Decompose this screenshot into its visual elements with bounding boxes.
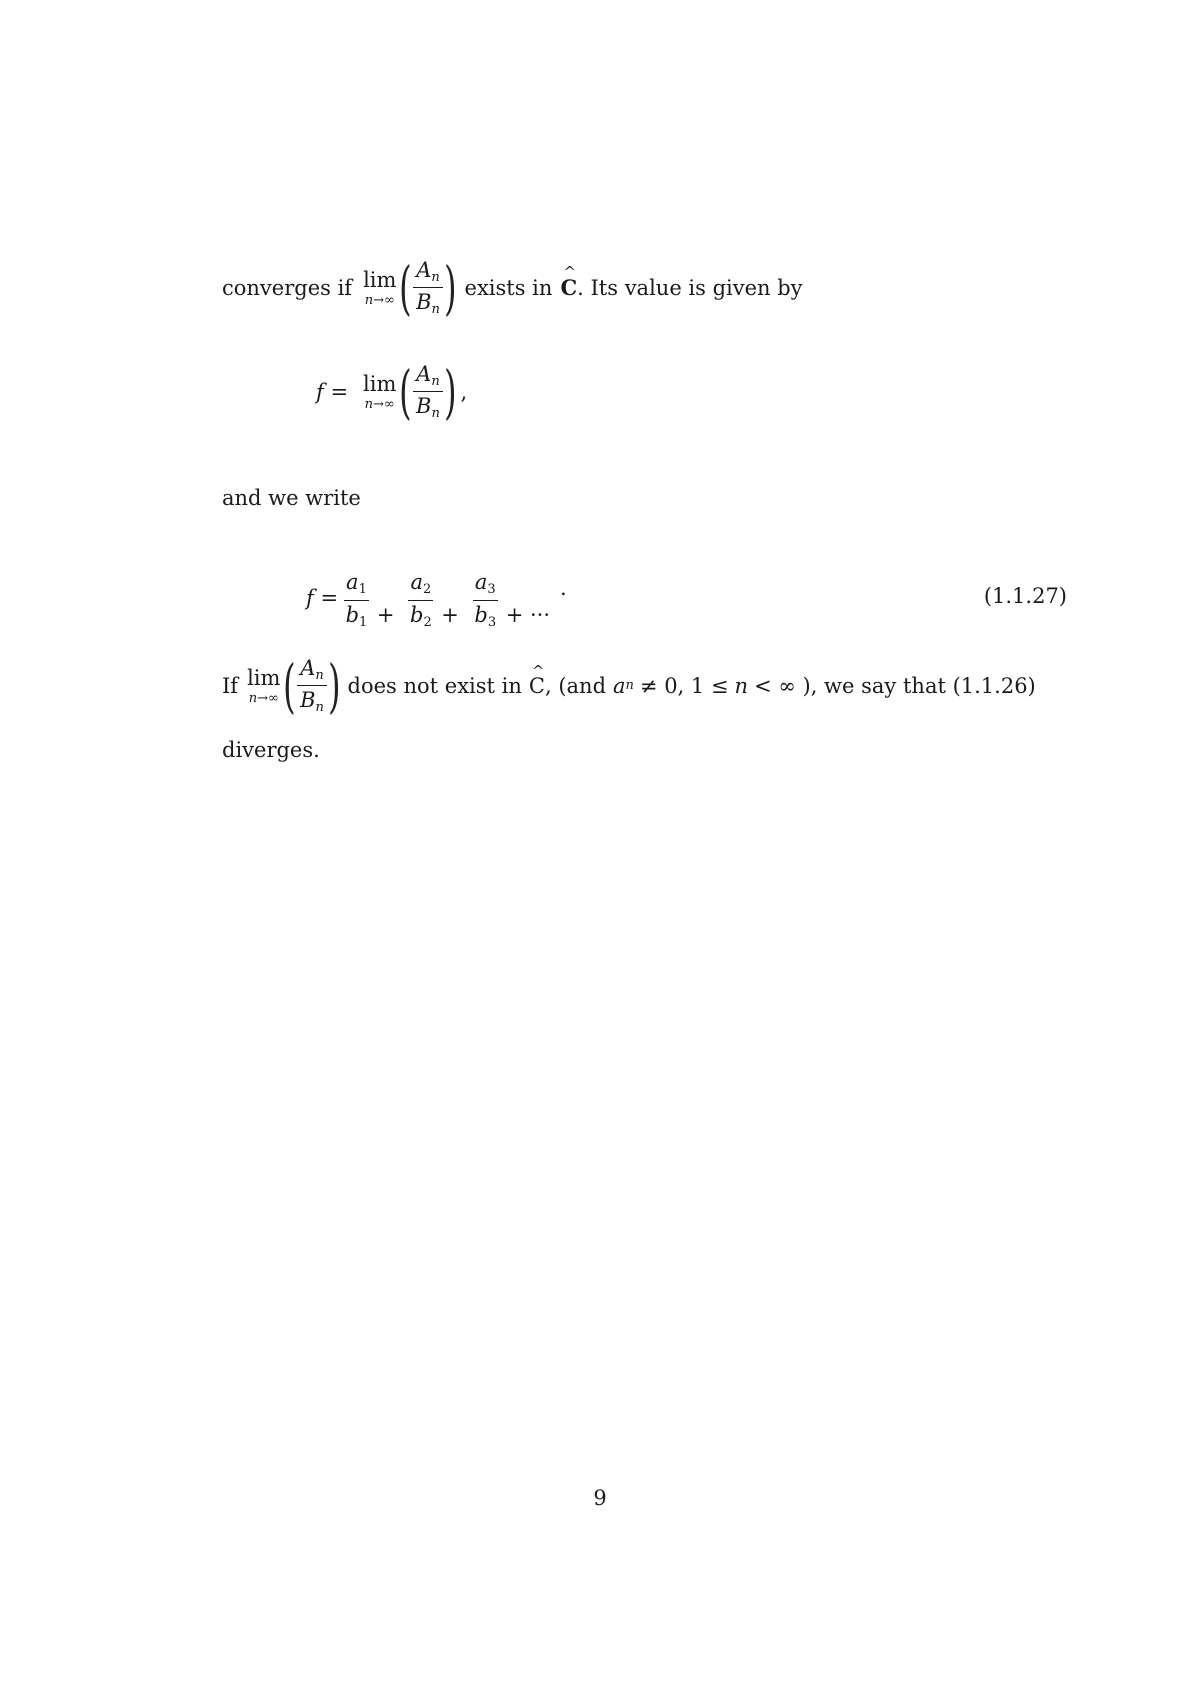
paragraph-diverges-continuation: diverges. — [222, 738, 320, 762]
paragraph-converges — [222, 253, 803, 322]
text-does-not-exist-in: does not exist in — [347, 673, 522, 698]
text-we-say-that: < ∞ ), we say that (1.1.26) — [754, 673, 1036, 698]
cf-lhs: f = — [306, 586, 339, 610]
condition-text: ≠ 0, 1 ≤ — [639, 673, 729, 698]
fraction-an-bn: $\frac{A_n}{B_n}$ — [413, 258, 443, 318]
paragraph-and-we-write: and we write — [222, 486, 361, 510]
extended-complex-symbol: ^ C — [560, 275, 577, 300]
cond-variable: a — [613, 673, 626, 698]
equation-number: (1.1.27) — [983, 584, 1067, 608]
page-number: 9 — [593, 1486, 607, 1510]
text-value-given-by: . Its value is given by — [577, 275, 803, 300]
equation-comma: , — [460, 379, 468, 404]
cond-n: n — [734, 673, 749, 698]
cf-term-1: $\frac{a_1}{b_1}$ — [345, 570, 368, 630]
text-converges-if: converges if — [222, 275, 353, 300]
right-paren: ) — [443, 357, 457, 426]
left-paren: ( — [283, 651, 296, 720]
continued-fraction-equation — [306, 570, 567, 630]
limit-operator: lim n→∞ — [247, 665, 281, 706]
cf-plus-2: + — [441, 603, 459, 627]
cf-period: . — [560, 576, 567, 600]
cf-ellipsis: + ··· — [505, 603, 550, 627]
left-paren: ( — [399, 357, 412, 426]
cf-term-2: $\frac{a_2}{b_2}$ — [410, 570, 432, 630]
limit-operator: lim n→∞ — [363, 267, 397, 308]
extended-complex-symbol: ^ C — [529, 674, 545, 698]
right-paren: ) — [443, 253, 457, 322]
equation-f-limit — [316, 357, 468, 426]
right-paren: ) — [327, 651, 341, 720]
cf-plus-1: + — [376, 603, 395, 627]
equation-lhs: f = — [316, 379, 349, 404]
text-exists-in: exists in — [464, 275, 553, 300]
fraction-an-bn: $\frac{A_n}{B_n}$ — [297, 656, 327, 716]
fraction-an-bn: $\frac{A_n}{B_n}$ — [413, 362, 443, 422]
limit-operator: lim n→∞ — [363, 371, 397, 412]
paragraph-diverges — [222, 651, 1036, 720]
cf-term-3: $\frac{a_3}{b_3}$ — [474, 570, 497, 630]
cond-variable-sub: n — [625, 678, 634, 694]
text-and: , (and — [544, 673, 607, 698]
left-paren: ( — [399, 253, 412, 322]
text-if: If — [222, 673, 239, 698]
